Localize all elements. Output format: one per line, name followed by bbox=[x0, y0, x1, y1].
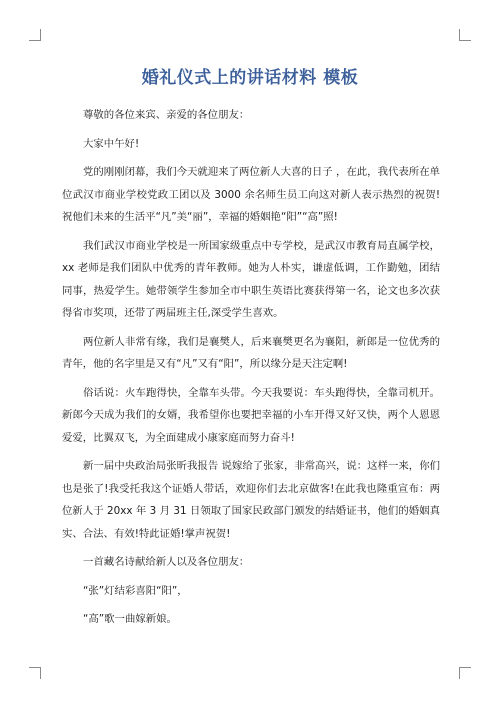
paragraph-announcement: 新一届中央政治局张昕我报告 说嫁给了张家，非常高兴，说：这样一来，你们也是张了!我受托我这个证婚人带话，欢迎你们去北京做客!在此我也隆重宣布：两位新人于 20xx 年 3 月 31 日领取了国家民政部门颁发的结婚证书，他们的婚姻真实、合法、有效!特此证婚!掌声祝贺! bbox=[62, 460, 440, 540]
paragraph-poem-intro: 一首藏名诗献给新人以及各位朋友： bbox=[83, 556, 250, 568]
paragraph-school-intro: 我们武汉市商业学校是一所国家级重点中专学校，是武汉市教育局直属学校，xx 老师是我们团队中优秀的青年教师。她为人朴实，谦虚低调，工作勤勉，团结同事，热爱学生。她带领学生参加全市中职生英语比赛获得第一名，论文也多次获得省市奖项，还带了两届班主任,深受学生喜欢。 bbox=[62, 239, 440, 319]
crop-mark-top-left bbox=[29, 29, 41, 41]
document-title: 婚礼仪式上的讲话材料 模板 bbox=[141, 68, 359, 88]
paragraph-greeting: 尊敬的各位来宾、亲爱的各位朋友： bbox=[83, 109, 250, 121]
paragraph-saying: 俗话说：火车跑得快，全靠车头带。今天我要说：车头跑得快，全靠司机开。新郎今天成为我们的女婿，我希望你也要把幸福的小车开得又好又快，两个人恩恩爱爱，比翼双飞，为全面建成小康家庭而努力奋斗! bbox=[62, 386, 440, 444]
paragraph-poem-line-1: “张”灯结彩喜阳“阳”， bbox=[83, 584, 188, 597]
crop-mark-bottom-left bbox=[29, 667, 41, 679]
paragraph-fate: 两位新人非常有缘，我们是襄樊人，后来襄樊更名为襄阳，新郎是一位优秀的青年，他的名字里是又有“凡”又有“阳”，所以缘分是天注定啊! bbox=[62, 335, 440, 370]
crop-mark-bottom-right bbox=[459, 667, 471, 679]
paragraph-poem-line-2: “高”歌一曲嫁新娘。 bbox=[83, 613, 177, 625]
paragraph-congratulation: 党的刚刚闭幕，我们今天就迎来了两位新人大喜的日子 ，在此，我代表所在单位武汉市商业学校党政工团以及 3000 余名师生员工向这对新人表示热烈的祝贺!祝他们未来的生活平“凡”美“丽”，幸福的婚姻艳“阳”“高”照! bbox=[62, 166, 440, 223]
paragraph-good-noon: 大家中午好! bbox=[83, 137, 140, 150]
document-body bbox=[62, 104, 440, 631]
crop-mark-top-right bbox=[459, 29, 471, 41]
